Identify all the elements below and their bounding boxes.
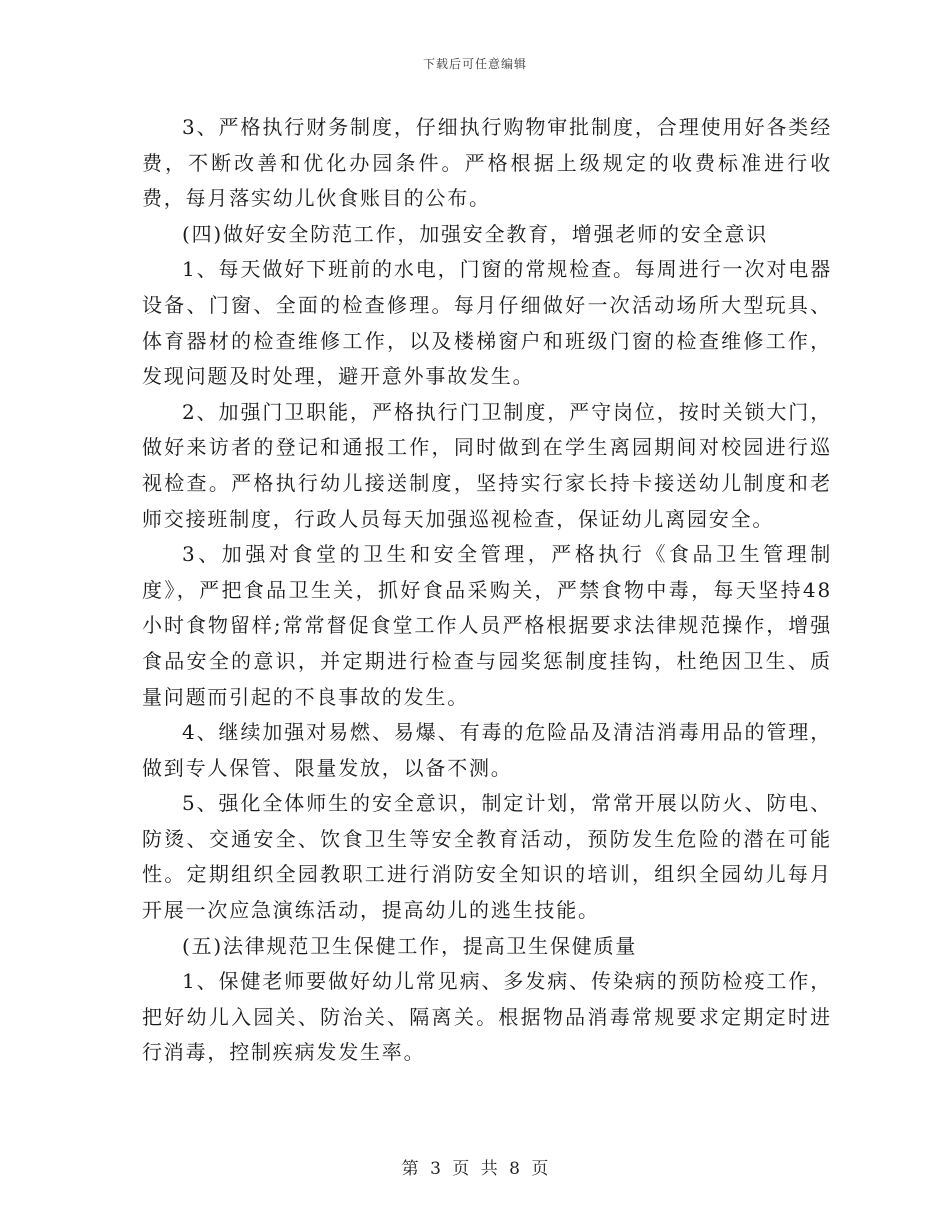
section-heading: (五)法律规范卫生保健工作，提高卫生保健质量 (182, 933, 638, 958)
paragraph: 1、保健老师要做好幼儿常见病、多发病、传染病的预防检疫工作，把好幼儿入园关、防治关、隔离关。根据物品消毒常规要求定期定时进行消毒，控制疾病发发生率。 (142, 969, 832, 1065)
paragraph: 3、加强对食堂的卫生和安全管理，严格执行《食品卫生管理制度》，严把食品卫生关，抓好食品采购关，严禁食物中毒，每天坚持48小时食物留样;常常督促食堂工作人员严格根据要求法律规范操作，增强食品安全的意识，并定期进行检查与园奖惩制度挂钩，杜绝因卫生、质量问题而引起的不良事故的发生。 (142, 542, 832, 709)
paragraph: 2、加强门卫职能，严格执行门卫制度，严守岗位，按时关锁大门，做好来访者的登记和通报工作，同时做到在学生离园期间对校园进行巡视检查。严格执行幼儿接送制度，坚持实行家长持卡接送幼儿制度和老师交接班制度，行政人员每天加强巡视检查，保证幼儿离园安全。 (142, 399, 832, 531)
paragraph: 5、强化全体师生的安全意识，制定计划，常常开展以防火、防电、防烫、交通安全、饮食卫生等安全教育活动，预防发生危险的潜在可能性。定期组织全园教职工进行消防安全知识的培训，组织全园幼儿每月开展一次应急演练活动，提高幼儿的逃生技能。 (142, 791, 832, 923)
paragraph: 3、严格执行财务制度，仔细执行购物审批制度，合理使用好各类经费，不断改善和优化办园条件。严格根据上级规定的收费标准进行收费，每月落实幼儿伙食账目的公布。 (142, 115, 832, 211)
section-heading: (四)做好安全防范工作，加强安全教育，增强老师的安全意识 (182, 221, 769, 246)
paragraph: 1、每天做好下班前的水电，门窗的常规检查。每周进行一次对电器设备、门窗、全面的检查修理。每月仔细做好一次活动场所大型玩具、体育器材的检查维修工作，以及楼梯窗户和班级门窗的检查维修工作，发现问题及时处理，避开意外事故发生。 (142, 257, 832, 389)
page-header: 下载后可任意编辑 (422, 57, 527, 71)
document-body (142, 110, 832, 1071)
page-number: 第 3 页 共 8 页 (401, 1159, 549, 1179)
paragraph: 4、继续加强对易燃、易爆、有毒的危险品及清洁消毒用品的管理，做到专人保管、限量发放，以备不测。 (142, 720, 832, 780)
